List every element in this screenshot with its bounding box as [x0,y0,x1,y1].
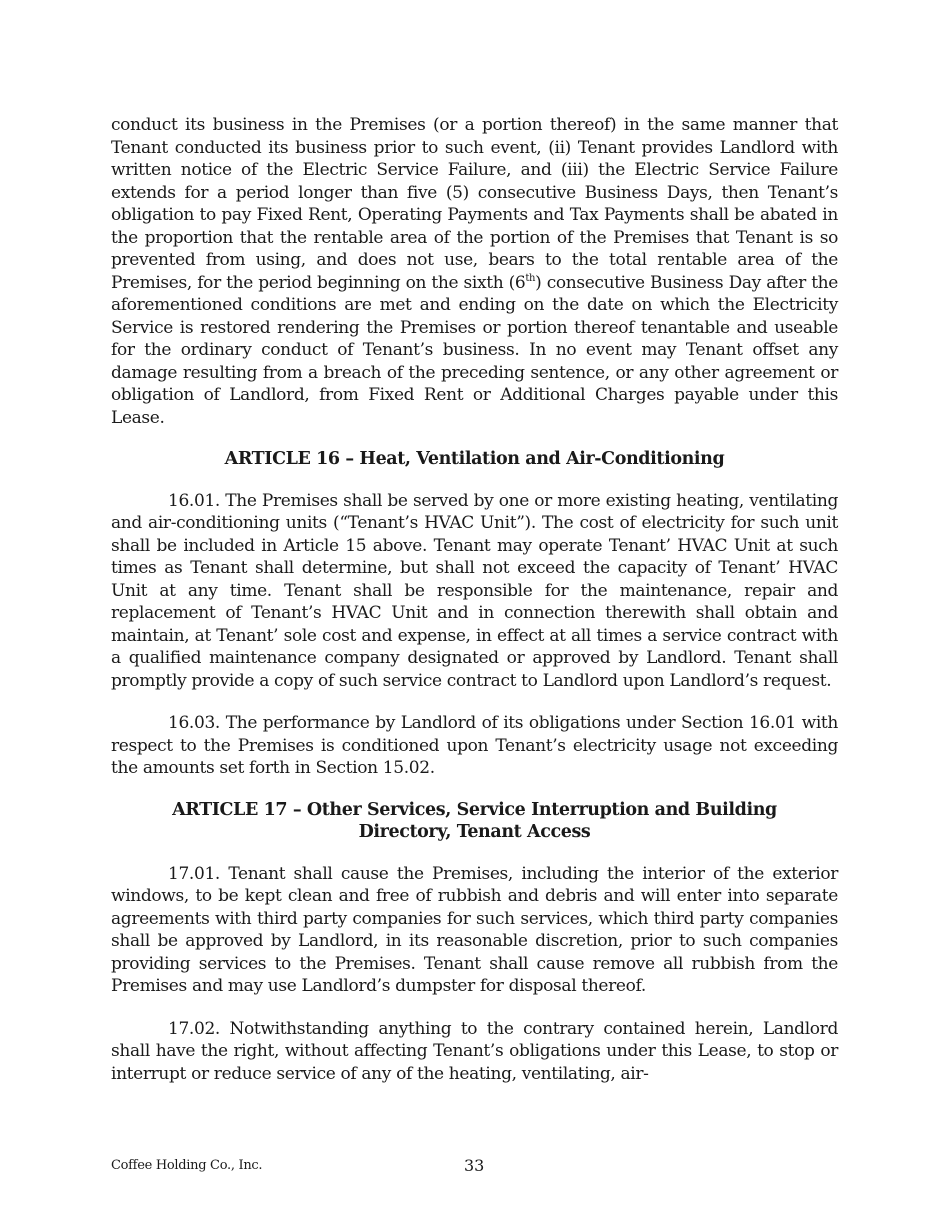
paragraph-electric-service-failure [111,114,838,429]
section-17-02: 17.02. Notwithstanding anything to the contrary contained herein, Landlord shall have the right, without affecting Tenant’s obligations under this Lease, to stop or interrupt or reduce service of any of the heating, ventilating, air- [111,1018,838,1084]
paragraph-text-continued: ) consecutive Business Day after the aforementioned conditions are met and ending on the date on which the Electricity Service is restored rendering the Premises or portion thereof tenantable and useable for the ordinary conduct of Tenant’s business. In no event may Tenant offset any damage resulting from a breach of the preceding sentence, or any other agreement or obligation of Landlord, from Fixed Rent or Additional Charges payable under this Lease. [111,272,838,428]
page-footer [111,1156,838,1176]
article-17-heading [111,799,838,844]
section-16-03: 16.03. The performance by Landlord of its obligations under Section 16.01 with respect to the Premises is conditioned upon Tenant’s electricity usage not exceeding the amounts set forth in Section 15.02. [111,713,838,778]
article-17-heading-line1: ARTICLE 17 – Other Services, Service Interruption and Building [172,799,777,820]
paragraph-text: conduct its business in the Premises (or a portion thereof) in the same manner that Tenant conducted its business prior to such event, (ii) Tenant provides Landlord with written notice of the Electric Service Failure, and (iii) the Electric Service Failure extends for a period longer than five (5) consecutive Business Days, then Tenant’s obligation to pay Fixed Rent, Operating Payments and Tax Payments shall be abated in the proportion that the rentable area of the portion of the Premises that Tenant is so prevented from using, and does not use, bears to the total rentable area of the Premises, for the period beginning on the sixth (6 [111,115,838,293]
article-16-heading: ARTICLE 16 – Heat, Ventilation and Air-Conditioning [224,449,725,469]
footer-company-name: Coffee Holding Co., Inc. [111,1158,263,1173]
article-17-heading-line2: Directory, Tenant Access [358,822,591,842]
document-page [111,114,838,1085]
page-number: 33 [464,1156,485,1175]
section-17-01: 17.01. Tenant shall cause the Premises, including the interior of the exterior windows, to be kept clean and free of rubbish and debris and will enter into separate agreements with third party companies for such services, which third party companies shall be approved by Landlord, in its reasonable discretion, prior to such companies providing services to the Premises. Tenant shall cause remove all rubbish from the Premises and may use Landlord’s dumpster for disposal thereof. [111,863,838,996]
ordinal-superscript: th [525,272,536,284]
section-16-01: 16.01. The Premises shall be served by one or more existing heating, ventilating and air-conditioning units (“Tenant’s HVAC Unit”). The cost of electricity for such unit shall be included in Article 15 above. Tenant may operate Tenant’ HVAC Unit at such times as Tenant shall determine, but shall not exceed the capacity of Tenant’ HVAC Unit at any time. Tenant shall be responsible for the maintenance, repair and replacement of Tenant’s HVAC Unit and in connection therewith shall obtain and maintain, at Tenant’ sole cost and expense, in effect at all times a service contract with a qualified maintenance company designated or approved by Landlord. Tenant shall promptly provide a copy of such service contract to Landlord upon Landlord’s request. [111,490,838,691]
